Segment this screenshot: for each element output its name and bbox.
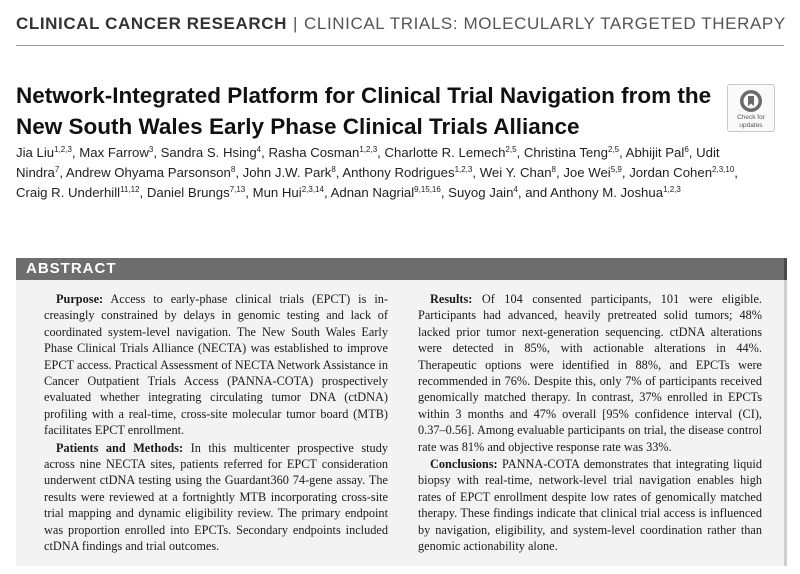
author-name: Adnan Nagrial [330,185,415,200]
author [550,185,681,200]
author-affiliations: 2,3,10 [712,165,735,174]
author-separator: , [153,145,161,160]
author-affiliations: 11,12 [120,185,140,194]
header-divider [16,45,784,46]
author [16,145,72,160]
author [268,145,377,160]
author-separator: , [261,145,269,160]
author-list [16,143,756,203]
author-affiliations: 2,5 [607,145,620,154]
author-name: Joe Wei [563,165,611,180]
author [384,145,516,160]
author-name: Jia Liu [16,145,55,160]
purpose-text: Access to early-phase clinical trials (EPCT) is increasingly constrained by delays in genomic testing and lack of coordinated system-level navigation. The New South Wales Early Phase Clinical Trials Alliance (NECTA) was established to improve EPCT access. Practical Assessment of NECTA Network Assistance in Cancer Outpatient Trials Access (PANNA-COTA) prospectively evaluated whether integrating circulating tumor DNA (ctDNA) profiling with a real-time, cross-site molecular tumor board (MTB) facilitates EPCT enrollment. [44,292,389,438]
author-name: Anthony M. Joshua [550,185,664,200]
author-affiliations: 7,13 [229,185,246,194]
author-separator: , [245,185,253,200]
author-name: Andrew Ohyama Parsonson [65,165,231,180]
author-separator: , [377,145,385,160]
author-affiliations: 2,3,14 [301,185,324,194]
header-separator: | [293,14,299,33]
author-separator: , [516,145,524,160]
author-name: Max Farrow [79,145,149,160]
author-name: Charlotte R. Lemech [384,145,506,160]
author-name: Udit Nindra [16,145,720,180]
author [448,185,518,200]
author [331,185,441,200]
journal-header [16,14,786,34]
author-name: Rasha Cosman [268,145,360,160]
author-name: Mun Hui [252,185,302,200]
author-affiliations: 8 [230,165,236,174]
abstract-right-column [418,291,762,555]
purpose-paragraph [44,291,388,439]
author-separator: , and [517,185,551,200]
author-affiliations: 3 [148,145,154,154]
article-title: Network-Integrated Platform for Clinical Trial Navigation from the New South Wales Early Phase Clinical Trials Alliance [16,83,712,139]
author [629,165,734,180]
author-affiliations: 1,2,3 [663,185,681,194]
author-affiliations: 8 [551,165,556,174]
author-affiliations: 7 [54,165,60,174]
author-separator: , [139,185,147,200]
conclusions-heading: Conclusions: [430,457,498,472]
results-heading: Results: [430,292,473,306]
results-text: Of 104 consented participants, 101 were eligible. Participants had advanced, heavily pretreated solid tumors; 48% lacked prior tumor next-generation sequencing. ctDNA alterations were detected in 85%, with actionable alterations in 44%. Therapeutic options were identified in 88%, and EPCTs were recommended in 76%. Despite this, only 7% of participants received genomically matched therapy. In contrast, 37% enrolled in EPCTs within 3 months and 47% overall [95% confidence interval (CI), 0.37–0.56]. Among evaluable participants on trial, the disease control rate was 81% and objective response rate was 33%. [418,292,763,454]
author-name: Christina Teng [523,145,608,160]
conclusions-paragraph [418,456,762,554]
author-affiliations: 1,2,3 [359,145,378,154]
abstract-header-bar [16,258,787,280]
abstract-label: ABSTRACT [26,260,117,277]
author-separator: , [472,165,480,180]
author-separator: , [734,165,738,180]
methods-heading: Patients and Methods: [56,440,184,455]
author-separator: , [235,165,243,180]
author-name: Jordan Cohen [629,165,713,180]
abstract-left-column [44,291,388,555]
author-name: Anthony Rodrigues [342,165,455,180]
author-separator: , [621,165,630,180]
author-name: Wei Y. Chan [479,165,552,180]
author-name: John J.W. Park [242,165,332,180]
author-separator: , [335,165,343,180]
results-paragraph [418,291,762,455]
author-separator: , [440,185,449,200]
author-separator: , [619,145,626,160]
author-name: Craig R. Underhill [16,185,121,200]
conclusions-text: PANNA-COTA demonstrates that integrating liquid biopsy with real-time, network-level trial navigation enables high rates of EPCT enrollment despite low rates of genomically matched therapy. These findings indicate that clinical trial access is influenced by navigation, eligibility, and system-level coordination rather than genomic actionability alone. [418,457,762,554]
author [342,165,472,180]
author-affiliations: 2,5 [505,145,517,154]
author [161,145,261,160]
author-separator: , [556,165,564,180]
purpose-heading: Purpose: [56,292,104,306]
author-separator: , [71,145,80,160]
author [243,165,336,180]
journal-name: CLINICAL CANCER RESEARCH [16,14,287,33]
methods-text: In this multicenter prospective study across nine NECTA sites, patients referred for EPCT consideration underwent ctDNA testing using the Guardant360 74-gene assay. The results were reviewed at a fortnightly MTB incorporating cross-site trial mapping and dynamic eligibility review. The primary endpoint was proportion enrolled into EPCTs. Secondary endpoints included ctDNA findings and trial outcomes. [44,440,388,554]
author-separator: , [688,145,697,160]
author-affiliations: 9,15,16 [414,185,441,194]
bookmark-check-icon [739,89,763,113]
author-separator: , [323,185,331,200]
author [524,145,619,160]
author-name: Abhijit Pal [625,145,685,160]
author-separator: , [59,165,66,180]
author-affiliations: 6 [684,145,689,154]
author-affiliations: 1,2,3 [454,165,473,174]
author [253,185,324,200]
author [16,185,140,200]
author-affiliations: 5,9 [610,165,622,174]
author-name: Sandra S. Hsing [160,145,257,160]
author-affiliations: 8 [331,165,336,174]
author-affiliations: 4 [513,185,518,194]
author [480,165,556,180]
check-for-updates-badge[interactable] [727,84,775,132]
author [147,185,245,200]
author-name: Suyog Jain [448,185,514,200]
author [79,145,153,160]
author-affiliations: 4 [256,145,262,154]
badge-line-1: Check for [737,114,765,121]
methods-paragraph [44,440,388,555]
author [626,145,689,160]
author-affiliations: 1,2,3 [54,145,72,154]
badge-line-2: updates [739,122,763,129]
author [563,165,622,180]
journal-section: CLINICAL TRIALS: MOLECULARLY TARGETED THERAPY [304,14,786,33]
author [66,165,235,180]
author-name: Daniel Brungs [146,185,230,200]
